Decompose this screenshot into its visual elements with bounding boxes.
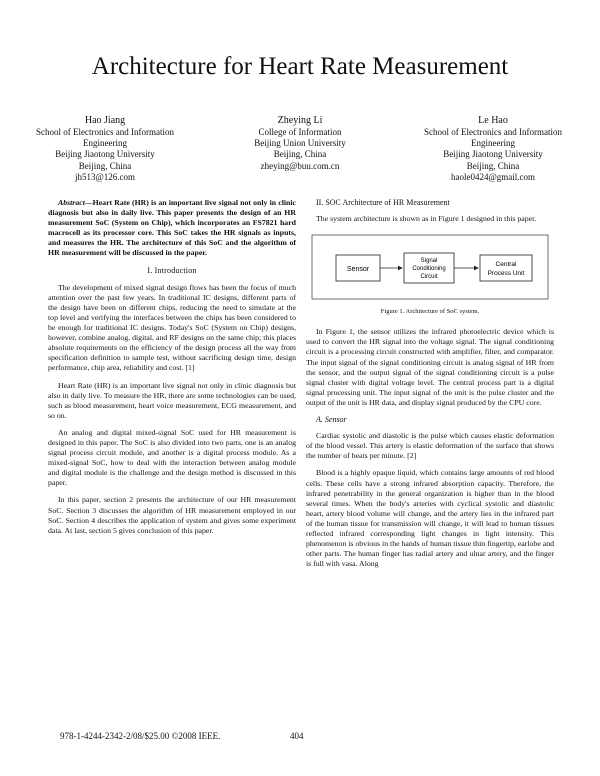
author-affiliation: Engineering	[83, 138, 127, 149]
conditioning-label-1: Signal	[420, 258, 438, 265]
author-city: Beijing, China	[78, 160, 132, 171]
cpu-box	[480, 255, 532, 281]
author-name: Zheying Li	[277, 115, 323, 126]
footer-copyright: 978-1-4244-2342-2/08/$25.00 ©2008 IEEE.	[60, 731, 221, 741]
architecture-diagram	[306, 231, 554, 303]
subsection-heading-sensor: A. Sensor	[316, 415, 347, 425]
conditioning-label-2: Conditioning	[412, 266, 446, 273]
author-affiliation: Engineering	[471, 138, 515, 149]
author-name: Le Hao	[478, 115, 508, 126]
author-city: Beijing, China	[466, 160, 520, 171]
figure-caption: Figure 1. Architecture of SoC system.	[380, 308, 480, 316]
paragraph: The development of mixed signal design flows has been the focus of much attention over the past few years. In traditional IC designs, different parts of the design have been on different chips, reducing the need to simulate at the top level and verifying the interfaces between the chips has been considered to be enough for traditional IC designs. Today's SoC (System on Chip) designs, however, combine analog, digital, and RF designs on the same chip; this places absolute requirements on the efficiency of the design process all the way from specification definition to sample test, without sacrificing design time, design performance, chip area, reliability and cost. [1]	[48, 282, 296, 373]
conditioning-label-3: Circuit	[420, 274, 438, 281]
page-number: 404	[290, 731, 304, 741]
author-affiliation: School of Electronics and Information	[424, 127, 562, 137]
author-email: jh513@126.com	[74, 171, 136, 182]
author-email: haole0424@gmail.com	[450, 171, 536, 182]
paragraph: An analog and digital mixed-signal SoC used for HR measurement is designed in this paper. The SoC is also divided into two parts, one is an analog signal process circuit module, and another is a digital process module. As a mixed-signal SoC, how to deal with the interaction between analog module and digital module is the challenge and the design method is discussed in this paper.	[48, 427, 296, 488]
author-block-3	[408, 114, 578, 183]
paragraph: Blood is a highly opaque liquid, which contains large amounts of red blood cells. These cells have a strong infrared absorption capacity. Therefore, the infrared penetrability in the general organization is higher than in the blood several times. When the body's arteries with cyclical systolic and diastolic heart, artery blood volume will change, and the artery lies in the infrared part of the human tissue for transmission will change, it will lead to human tissues reflected infrared corresponding light changes in light intensity. This phenomenon is obvious in the hands of human tissue thin fingertip, earlobe and other parts. The human finger has radial artery and ulnar artery, and the finger is full with vasa. Along	[306, 468, 554, 569]
author-organization: Beijing Jiaotong University	[55, 149, 155, 160]
author-affiliation: Beijing Union University	[254, 138, 346, 149]
author-email: zheying@buu.com.cn	[260, 160, 340, 171]
abstract-label: Abstract	[58, 198, 85, 207]
author-block-1	[20, 114, 190, 183]
cpu-label-1: Central	[495, 261, 517, 269]
abstract-text: —Heart Rate (HR) is an important live signal not only in clinic diagnosis but also in daily live. This paper presents the design of an HR measurement SoC (System on Chip), which incorporates an FS7821 hard macrocell as its processor core. This SoC takes the HR signals as inputs, and measures the HR. The architecture of this SoC and the algorithm of HR measurement will be discussed in the paper.	[48, 198, 296, 258]
author-block-2	[215, 114, 385, 172]
cpu-label-2: Process Unit	[487, 270, 525, 278]
section-heading-introduction: I. Introduction	[147, 265, 197, 275]
author-organization: Beijing Jiaotong University	[443, 149, 543, 160]
paragraph: In Figure 1, the sensor utilizes the infrared photoelectric device which is used to convert the HR signal into the voltage signal. The signal conditioning circuit is a processing circuit constructed with amplifier, filter, and comparator. The input signal of the signal conditioning circuit is analog signal of HR from the sensor, and the output signal of the signal conditioning circuit is a pulse signal cluster with digital voltage level. The central process part is a digital signal processing unit. The input signal of the unit is the pulse cluster and the output of the unit is HR data, and display signal produced by the CPU core.	[306, 327, 554, 407]
paper-title: Architecture for Heart Rate Measurement	[91, 53, 509, 80]
left-column	[48, 198, 296, 543]
abstract	[48, 198, 296, 259]
paragraph: Heart Rate (HR) is an important live signal not only in clinic diagnosis but also in daily live. To measure the HR, there are some technologies can be used, such as blood measurement, heart voice measurement, ECG measurement, and so on.	[48, 380, 296, 420]
paragraph: The system architecture is shown as in Figure 1 designed in this paper.	[316, 214, 537, 224]
right-column	[306, 198, 554, 576]
sensor-label: Sensor	[346, 266, 370, 274]
author-affiliation: School of Electronics and Information	[36, 127, 174, 137]
section-heading-architecture: II. SOC Architecture of HR Measurement	[316, 198, 450, 207]
paragraph: Cardiac systolic and diastolic is the pulse which causes elastic deformation of the blood vessel. This artery is elastic deformation of the surface that shows the number of beats per minute. [2]	[306, 431, 554, 461]
paragraph: In this paper, section 2 presents the architecture of our HR measurement SoC. Section 3 discusses the algorithm of HR measurement employed in our SoC. Section 4 describes the application of system and gives some experiment data. At last, section 5 gives conclusion of this paper.	[48, 495, 296, 535]
author-city: Beijing, China	[273, 149, 327, 160]
author-name: Hao Jiang	[84, 115, 126, 126]
figure-1	[306, 231, 554, 303]
author-affiliation: College of Information	[258, 127, 342, 137]
